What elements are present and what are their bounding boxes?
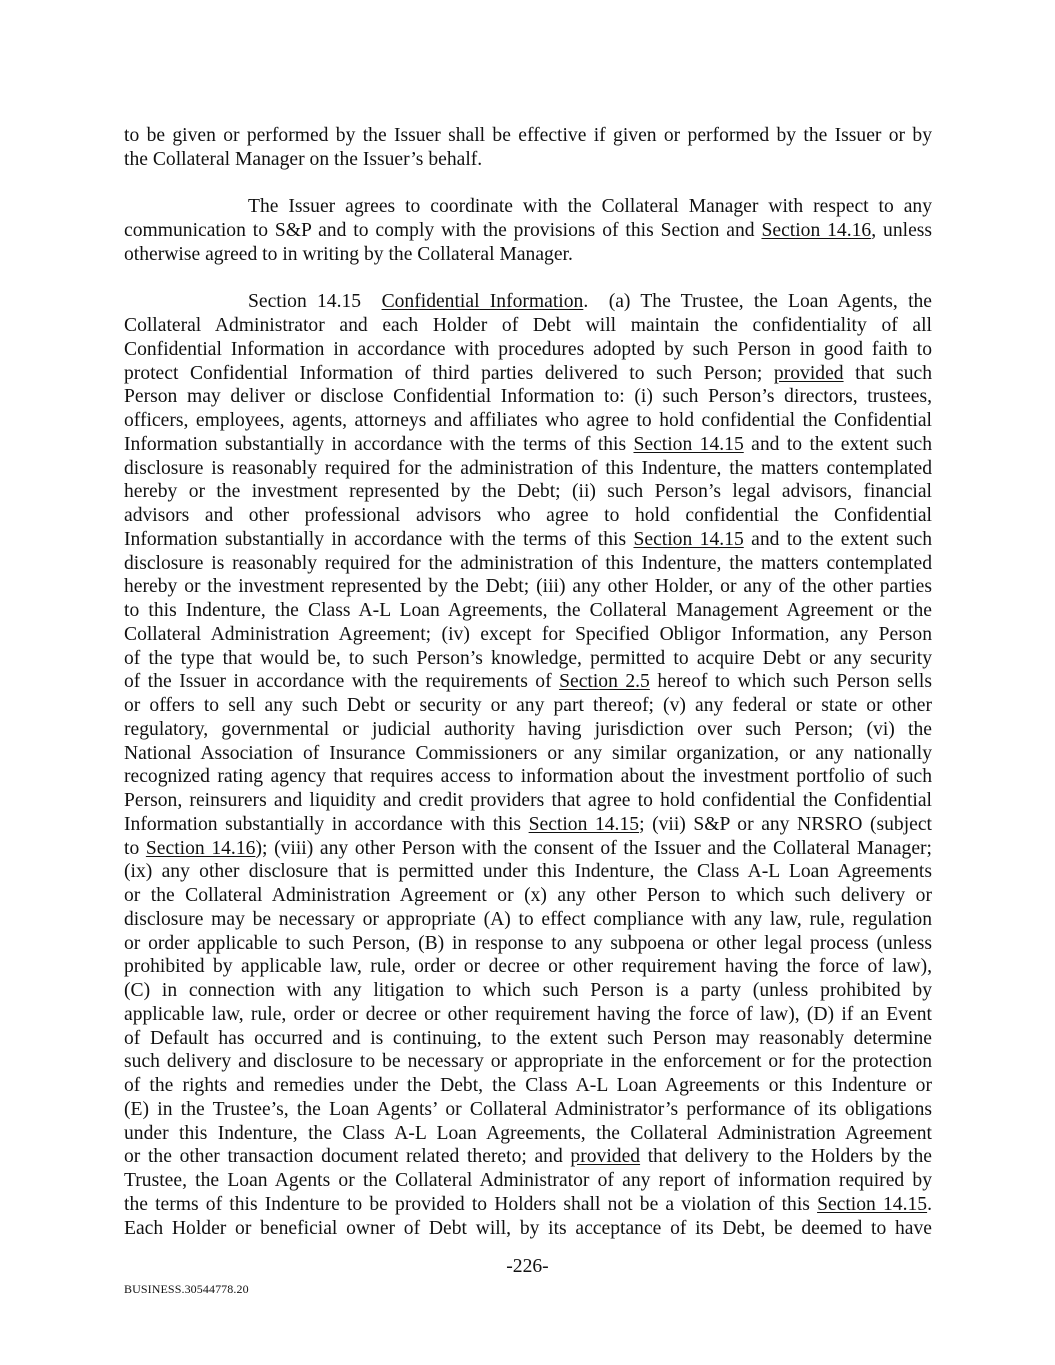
text-line: National Association of Insurance Commissioners or any similar organization, or any nationally — [124, 742, 932, 764]
text-line: protect Confidential Information of third parties delivered to such Person; provided that such — [124, 362, 932, 384]
text-line: (E) in the Trustee’s, the Loan Agents’ or Collateral Administrator’s performance of its obligations — [124, 1098, 932, 1120]
text-line: or offers to sell any such Debt or security or any part thereof; (v) any federal or state or other — [124, 695, 932, 716]
page-number: -226- — [506, 1256, 549, 1277]
section-title: Confidential Information — [381, 291, 584, 313]
section-14-15-link[interactable]: Section 14.15 — [633, 433, 744, 455]
text-line: Information substantially in accordance with this Section 14.15; (vii) S&P or any NRSRO (subject — [124, 813, 932, 835]
text-line: The Issuer agrees to coordinate with the Collateral Manager with respect to any — [248, 196, 932, 218]
text-line: Each Holder or beneficial owner of Debt will, by its acceptance of its Debt, be deemed to have — [124, 1217, 932, 1239]
paragraph-continuation — [124, 124, 932, 172]
section-2-5-link[interactable]: Section 2.5 — [559, 671, 650, 693]
text-line: regulatory, governmental or judicial authority having jurisdiction over such Person; (vi) the — [124, 718, 932, 740]
section-label: Section 14.15 — [248, 291, 362, 313]
text-line: disclosure may be necessary or appropriate (A) to effect compliance with any law, rule, regulation — [124, 908, 932, 930]
text-line: disclosure is reasonably required for the administration of this Indenture, the matters contemplated — [124, 552, 932, 574]
text-line: or order applicable to such Person, (B) in response to any subpoena or other legal process (unless — [124, 932, 932, 954]
text-line: Information substantially in accordance with the terms of this Section 14.15 and to the extent such — [124, 433, 932, 455]
text-line: (C) in connection with any litigation to which such Person is a party (unless prohibited by — [124, 980, 932, 1001]
text-line: communication to S&P and to comply with the provisions of this Section and Section 14.16, unless — [124, 220, 933, 241]
text-line: prohibited by applicable law, rule, order or decree or other requirement having the force of law), — [124, 956, 932, 978]
text-line: to be given or performed by the Issuer shall be effective if given or performed by the Issuer or by — [124, 125, 932, 146]
text-line: of the type that would be, to such Person’s knowledge, permitted to acquire Debt or any security — [124, 647, 932, 669]
text-line: Collateral Administration Agreement; (iv) except for Specified Obligor Information, any Person — [124, 623, 932, 645]
text-line: or the other transaction document related thereto; and provided that delivery to the Holders by the — [124, 1146, 932, 1168]
text-line: advisors and other professional advisors who agree to hold confidential the Confidential — [124, 505, 932, 526]
section-14-15-link[interactable]: Section 14.15 — [633, 528, 744, 550]
paragraph-coordination — [124, 195, 932, 266]
text-line: of the Issuer in accordance with the requirements of Section 2.5 hereof to which such Person sells — [124, 671, 932, 693]
text-line: the terms of this Indenture to be provided to Holders shall not be a violation of this Section 14.15. — [124, 1193, 932, 1215]
text-line: officers, employees, agents, attorneys and affiliates who agree to hold confidential the Confidential — [124, 410, 932, 431]
text-line: or the Collateral Administration Agreement or (x) any other Person to which such delivery or — [124, 885, 932, 906]
document-page — [124, 124, 932, 1264]
text-line: to Section 14.16); (viii) any other Person with the consent of the Issuer and the Collateral Manager; — [124, 837, 932, 859]
text-line: to this Indenture, the Class A-L Loan Agreements, the Collateral Management Agreement or the — [124, 600, 932, 621]
section-14-16-link[interactable]: Section 14.16 — [761, 220, 872, 241]
text-line: such delivery and disclosure to be necessary or appropriate in the enforcement or for the protection — [124, 1051, 932, 1073]
text-line: the Collateral Manager on the Issuer’s behalf. — [124, 148, 483, 170]
provided-term: provided — [570, 1146, 641, 1168]
text-line: (ix) any other disclosure that is permitted under this Indenture, the Class A-L Loan Agreements — [124, 861, 932, 883]
provided-term: provided — [773, 362, 844, 384]
text-line: Trustee, the Loan Agents or the Collateral Administrator of any report of information required by — [124, 1170, 932, 1191]
text-line: of the rights and remedies under the Debt, the Class A-L Loan Agreements or this Indenture or — [124, 1075, 932, 1096]
text-line: under this Indenture, the Class A-L Loan Agreements, the Collateral Administration Agreement — [124, 1122, 932, 1144]
text-line: disclosure is reasonably required for the administration of this Indenture, the matters contemplated — [124, 457, 932, 479]
section-14-15-link[interactable]: Section 14.15 — [817, 1193, 928, 1215]
text-line: otherwise agreed to in writing by the Collateral Manager. — [124, 243, 573, 265]
text-line: hereby or the investment represented by the Debt; (iii) any other Holder, or any of the other parties — [124, 576, 932, 598]
text-line: recognized rating agency that requires access to information about the investment portfolio of such — [124, 766, 932, 788]
text-line: applicable law, rule, order or decree or other requirement having the force of law), (D) if an Event — [124, 1003, 932, 1025]
text-line: Collateral Administrator and each Holder of Debt will maintain the confidentiality of all — [124, 315, 932, 336]
text-line: Person may deliver or disclose Confidential Information to: (i) such Person’s directors, trustees, — [124, 386, 932, 408]
text-line: hereby or the investment represented by the Debt; (ii) such Person’s legal advisors, financial — [124, 481, 932, 503]
text-line: Confidential Information in accordance with procedures adopted by such Person in good faith to — [124, 338, 932, 360]
document-id: BUSINESS.30544778.20 — [124, 1282, 249, 1296]
paragraph-section-14-15 — [124, 290, 932, 1240]
text-line: Person, reinsurers and liquidity and credit providers that agree to hold confidential the Confidential — [124, 790, 932, 811]
section-14-16-link[interactable]: Section 14.16 — [145, 837, 256, 859]
section-heading-line: Section 14.15 Confidential Information. (a) The Trustee, the Loan Agents, the — [248, 291, 933, 313]
section-14-15-link[interactable]: Section 14.15 — [528, 813, 640, 835]
text-line: Information substantially in accordance with the terms of this Section 14.15 and to the extent such — [124, 528, 932, 550]
text-line: of Default has occurred and is continuing, to the extent such Person may reasonably determine — [124, 1027, 932, 1049]
